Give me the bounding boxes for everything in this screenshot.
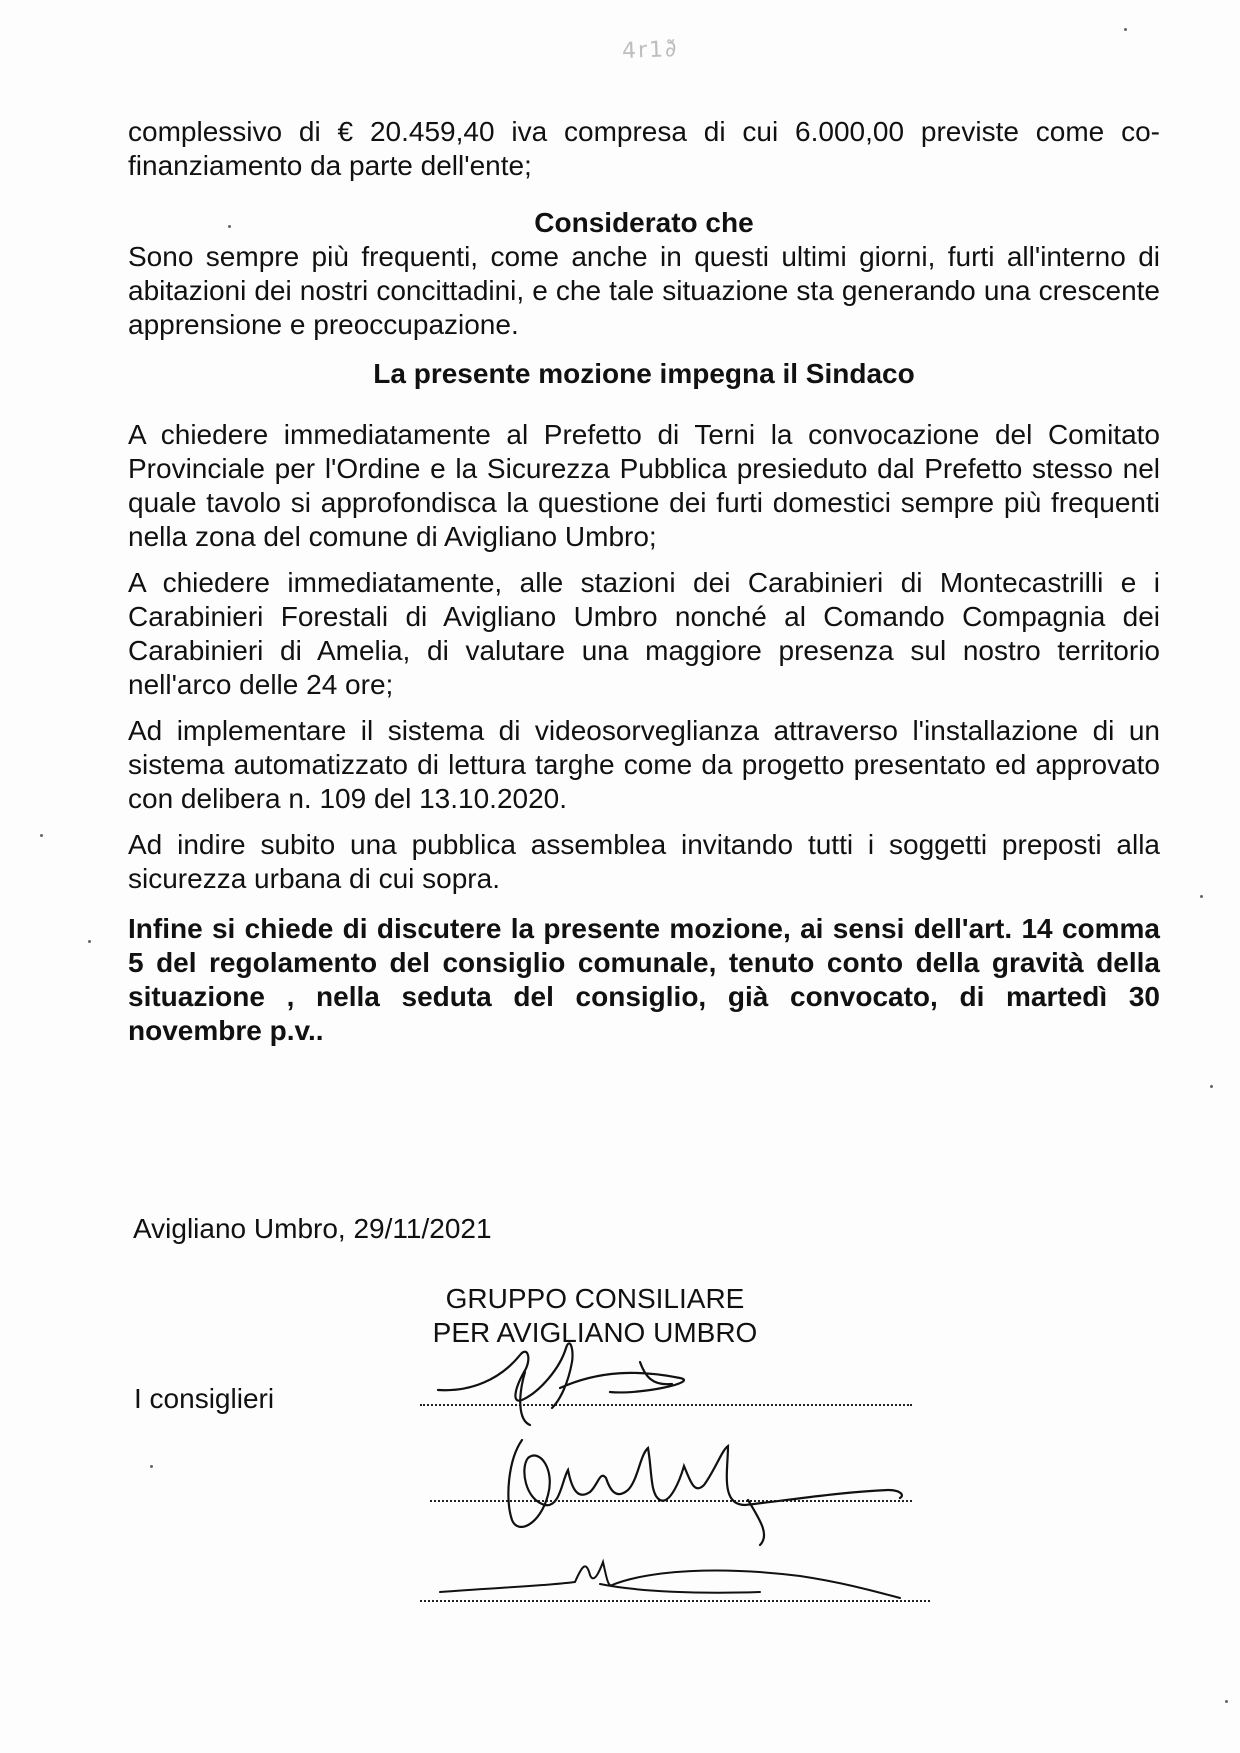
paragraph-richiesta-discussione: Infine si chiede di discutere la presente mozione, ai sensi dell'art. 14 comma 5 del regolamento del consiglio comunale, tenuto conto della gravità della situazione , nella seduta del consiglio, già convocato, di martedì 30 novembre p.v.. [128,913,1160,1046]
signature-2-stroke [508,1440,902,1545]
signature-line-3 [420,1600,930,1602]
signature-line-2 [430,1500,912,1502]
paragraph-cofinanziamento: complessivo di € 20.459,40 iva compresa di cui 6.000,00 previste come co-finanziamento da parte dell'ente; [128,116,1160,181]
paragraph-assemblea: Ad indire subito una pubblica assemblea invitando tutti i soggetti preposti alla sicurezza urbana di cui sopra. [128,829,1160,894]
scan-speck [228,225,231,228]
paragraph-furti: Sono sempre più frequenti, come anche in questi ultimi giorni, furti all'interno di abitazioni dei nostri concittadini, e che tale situazione sta generando una crescente apprensione e preoccupazione. [128,241,1160,340]
signature-3-stroke [440,1562,900,1598]
signature-line-1 [420,1404,912,1406]
heading-mozione: La presente mozione impegna il Sindaco [373,358,915,389]
scan-speck [40,834,43,837]
paragraph-videosorveglianza: Ad implementare il sistema di videosorveglianza attraverso l'installazione di un sistema automatizzato di lettura targhe come da progetto presentato ed approvato con delibera n. 109 del 13.10.2020. [128,715,1160,814]
scan-speck [1124,28,1127,31]
paragraph-prefetto: A chiedere immediatamente al Prefetto di Terni la convocazione del Comitato Provinciale per l'Ordine e la Sicurezza Pubblica presieduto dal Prefetto stesso nel quale tavolo si approfondisca la questione dei furti domestici sempre più frequenti nella zona del comune di Avigliano Umbro; [128,419,1160,552]
scan-speck [150,1465,153,1468]
heading-considerato: Considerato che [534,207,754,238]
paragraph-carabinieri: A chiedere immediatamente, alle stazioni dei Carabinieri di Montecastrilli e i Carabinieri Forestali di Avigliano Umbro nonché al Comando Compagnia dei Carabinieri di Amelia, di valutare una maggiore presenza sul nostro territorio nell'arco delle 24 ore; [128,567,1160,700]
group-signature-block [400,1282,790,1350]
scan-speck [1200,895,1203,898]
scan-speck [1210,1085,1213,1088]
scan-speck [88,940,91,943]
scan-speck [1225,1700,1228,1703]
consiglieri-label: I consiglieri [134,1383,275,1414]
place-and-date: Avigliano Umbro, 29/11/2021 [133,1213,492,1244]
group-line-1: GRUPPO CONSILIARE [445,1283,745,1314]
pencil-annotation: 4r1∂̃ [621,37,679,64]
signature-1-stroke [438,1343,684,1425]
group-line-2: PER AVIGLIANO UMBRO [432,1317,758,1348]
